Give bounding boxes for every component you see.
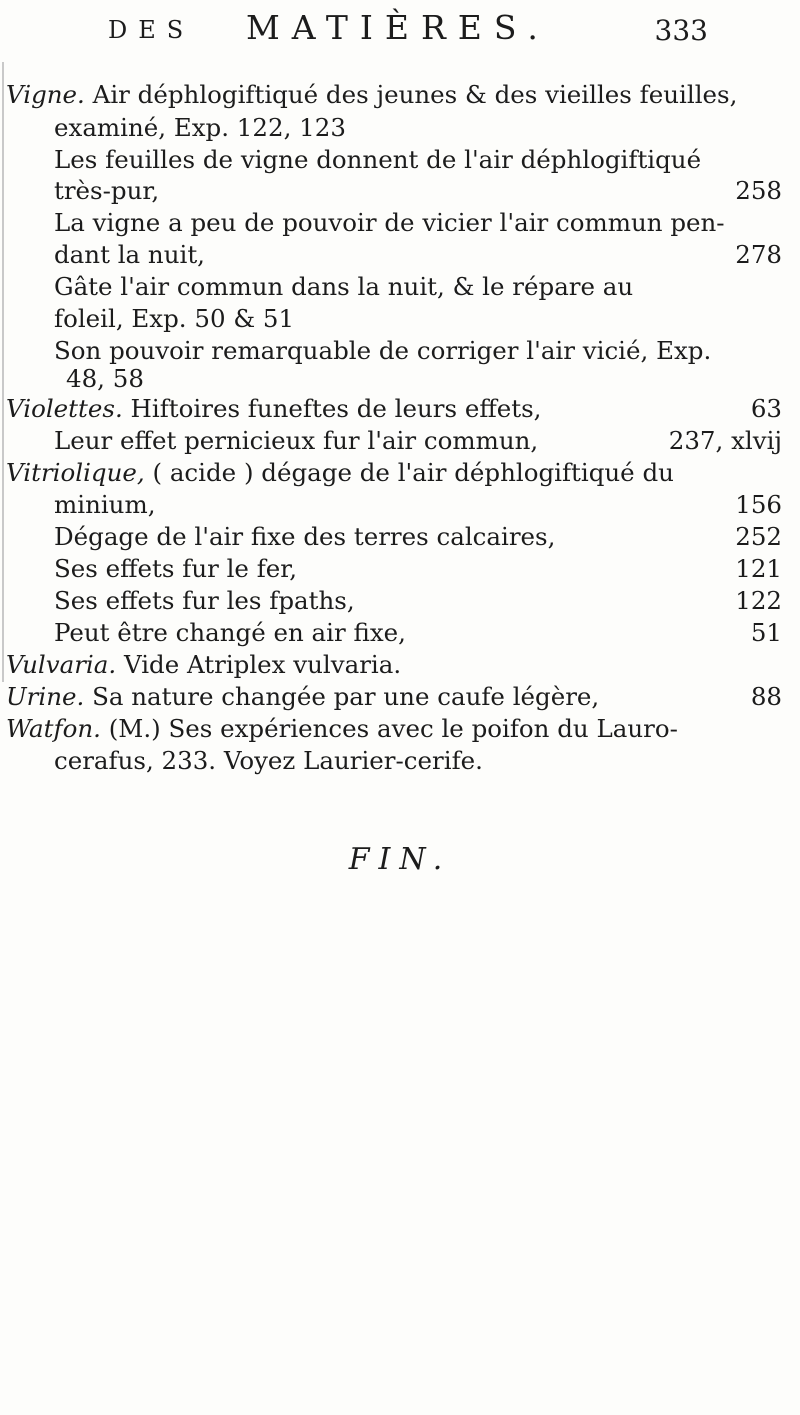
- entry-text: dant la nuit,: [54, 240, 205, 269]
- header-title: MATIÈRES.: [246, 8, 550, 47]
- header-left: DES: [108, 16, 195, 44]
- index-line: [0, 488, 800, 522]
- index-line: [0, 143, 800, 177]
- index-line: [0, 584, 800, 618]
- page-reference: 51: [750, 618, 782, 647]
- entry-text: Sa nature changée par une caufe légère,: [92, 682, 600, 711]
- index-line: [0, 362, 800, 396]
- entry-headword: Urine.: [6, 682, 85, 711]
- entry-content: [54, 206, 725, 240]
- entry-text: Gâte l'air commun dans la nuit, & le répare au: [54, 272, 634, 301]
- entry-headword: Vitriolique,: [6, 458, 145, 487]
- index-line: [0, 174, 800, 208]
- entry-content: [6, 680, 599, 714]
- index-line: [0, 680, 800, 714]
- entry-content: [54, 174, 159, 208]
- entry-content: [54, 270, 633, 304]
- page-reference: 156: [735, 490, 782, 519]
- entry-content: [6, 712, 678, 746]
- entry-content: [54, 616, 406, 650]
- entry-text: foleil, Exp. 50 & 51: [54, 304, 295, 333]
- index-line: [0, 520, 800, 554]
- entry-content: [6, 648, 401, 682]
- entry-content: [54, 744, 483, 778]
- index-line: [0, 270, 800, 304]
- entry-text: La vigne a peu de pouvoir de vicier l'air commun pen-: [54, 208, 725, 237]
- entry-content: [6, 78, 737, 112]
- entry-text: 48, 58: [66, 364, 144, 393]
- entry-content: [6, 456, 674, 490]
- entry-content: [54, 552, 297, 586]
- entry-text: Dégage de l'air fixe des terres calcaires,: [54, 522, 556, 551]
- entry-text: Les feuilles de vigne donnent de l'air déphlogiftiqué: [54, 145, 702, 174]
- page-reference: 63: [750, 394, 782, 423]
- page-reference: 237, xlvij: [668, 426, 782, 455]
- entry-content: [54, 584, 355, 618]
- entry-text: Ses effets fur le fer,: [54, 554, 298, 583]
- entry-content: [54, 520, 555, 554]
- index-line: [0, 78, 800, 112]
- page-number: 333: [654, 14, 708, 47]
- page-reference: 88: [750, 682, 782, 711]
- entry-content: [54, 424, 538, 458]
- entry-content: [66, 362, 144, 396]
- entry-headword: Watfon.: [6, 714, 101, 743]
- entry-text: Son pouvoir remarquable de corriger l'air vicié, Exp.: [54, 336, 712, 365]
- entry-headword: Violettes.: [6, 394, 123, 423]
- index-line: [0, 424, 800, 458]
- entry-text: Peut être changé en air fixe,: [54, 618, 406, 647]
- page-reference: 278: [735, 240, 782, 269]
- index-line: [0, 392, 800, 426]
- index-line: [0, 712, 800, 746]
- entry-text: Hiftoires funeftes de leurs effets,: [130, 394, 542, 423]
- entry-text: minium,: [54, 490, 156, 519]
- page-reference: 121: [735, 554, 782, 583]
- page-reference: 252: [735, 522, 782, 551]
- entry-text: (M.) Ses expériences avec le poifon du Lauro-: [108, 714, 678, 743]
- index-line: [0, 111, 800, 145]
- index-line: [0, 238, 800, 272]
- entry-headword: Vulvaria.: [6, 650, 117, 679]
- index-line: [0, 744, 800, 778]
- entry-text: Air déphlogiftiqué des jeunes & des vieilles feuilles,: [92, 80, 738, 109]
- index-line: [0, 456, 800, 490]
- index-line: [0, 648, 800, 682]
- page-reference: 258: [735, 176, 782, 205]
- entry-text: Ses effets fur les fpaths,: [54, 586, 355, 615]
- index-line: [0, 616, 800, 650]
- entry-text: examiné, Exp. 122, 123: [54, 113, 346, 142]
- entry-text: ( acide ) dégage de l'air déphlogiftiqué du: [152, 458, 674, 487]
- index-line: [0, 206, 800, 240]
- entry-text: Vide Atriplex vulvaria.: [123, 650, 402, 679]
- index-line: [0, 302, 800, 336]
- fin-label: FIN.: [348, 842, 452, 877]
- entry-headword: Vigne.: [6, 80, 85, 109]
- entry-text: Leur effet pernicieux fur l'air commun,: [54, 426, 539, 455]
- entry-content: [54, 302, 294, 336]
- entry-content: [54, 238, 205, 272]
- entry-text: très-pur,: [54, 176, 160, 205]
- page-reference: 122: [735, 586, 782, 615]
- entry-content: [54, 143, 701, 177]
- entry-content: [6, 392, 541, 426]
- index-line: [0, 552, 800, 586]
- entry-content: [54, 111, 346, 145]
- entry-content: [54, 488, 155, 522]
- running-header: [108, 8, 708, 64]
- entry-text: cerafus, 233. Voyez Laurier-cerife.: [54, 746, 483, 775]
